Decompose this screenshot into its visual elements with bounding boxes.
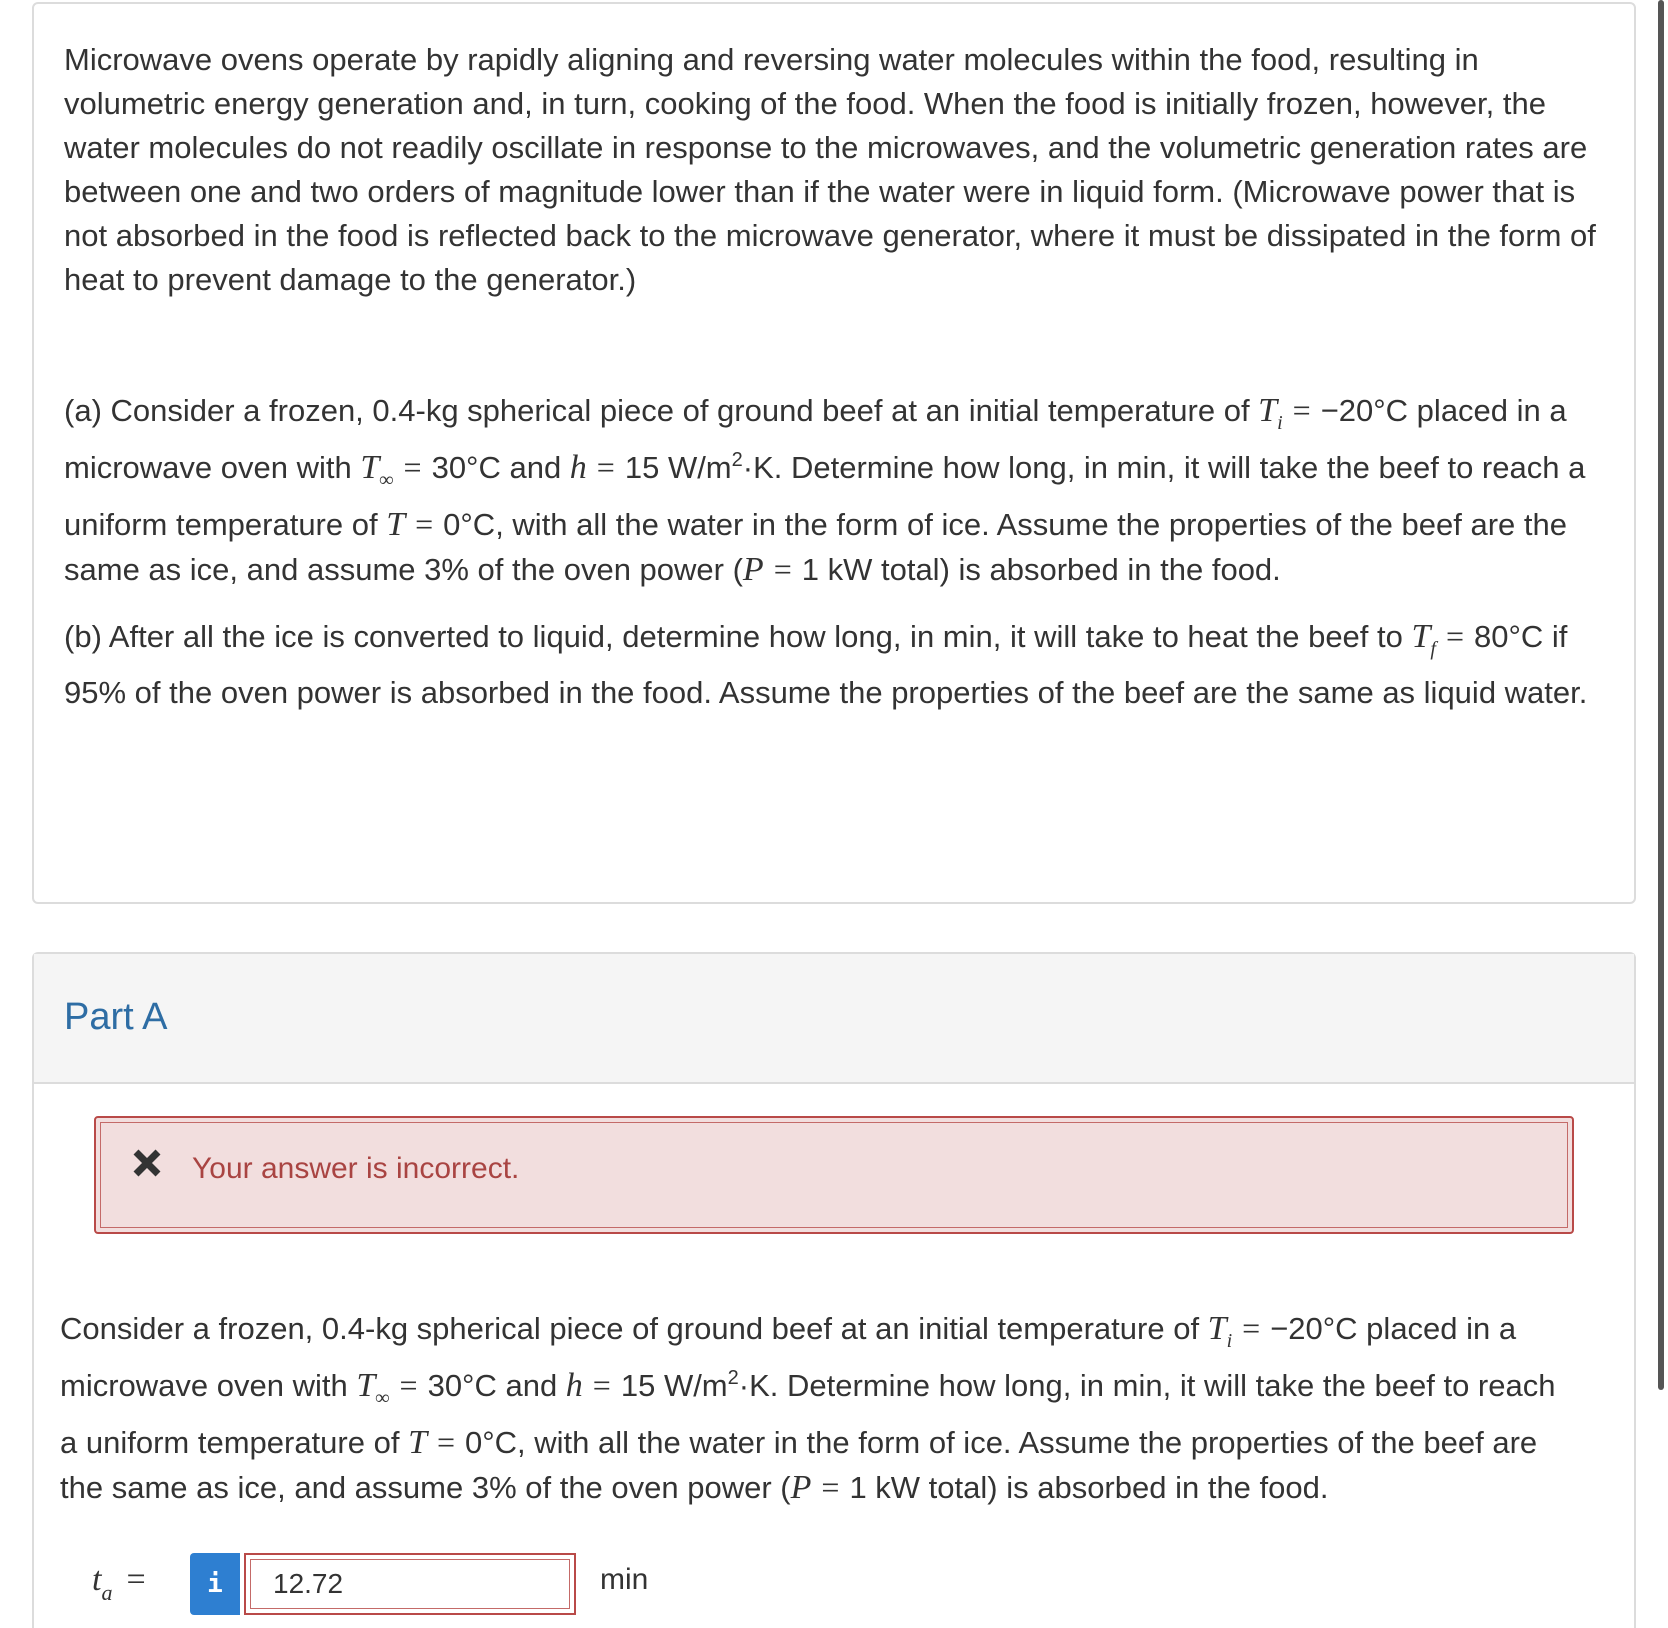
answer-variable-label: $t_a$ = — [92, 1561, 146, 1605]
info-icon[interactable]: i — [190, 1553, 240, 1615]
part-a-header — [34, 954, 1634, 1084]
incorrect-feedback-banner — [94, 1116, 1574, 1234]
problem-part-b-text: (b) After all the ice is converted to liquid, determine how long, in min, it will take to heat the beef to $T_f = 80^\circ C$ if 95% of the oven power is absorbed in the food. Assume the properties of the beef are the same as liquid water. — [64, 618, 1588, 710]
feedback-message: Your answer is incorrect. — [192, 1152, 520, 1185]
part-a-question-text: Consider a frozen, 0.4-kg spherical piece of ground beef at an initial temperature of $T_i = -20^\circ C$ placed in a microwave oven with $T_\infty = 30^\circ C$ and h = 15 $W/m^2\cdot K$. Determine how long, in min, it will take the beef to reach a uniform temperature of T = 0°C, with all the water in the form of ice. Assume the properties of the beef are the same as ice, and assume 3% of the oven power (P = 1 kW total) is absorbed in the food. — [60, 1310, 1556, 1506]
answer-input-frame — [244, 1553, 576, 1615]
answer-input[interactable] — [250, 1559, 570, 1609]
part-a-title: Part A — [64, 996, 168, 1038]
problem-statement-card — [32, 2, 1636, 904]
problem-intro: Microwave ovens operate by rapidly aligning and reversing water molecules within the food, resulting in volumetric energy generation and, in turn, cooking of the food. When the food is initially frozen, however, the water molecules do not readily oscillate in response to the microwaves, and the volumetric generation rates are between one and two orders of magnitude lower than if the water were in liquid form. (Microwave power that is not absorbed in the food is reflected back to the microwave generator, where it must be dissipated in the form of heat to prevent damage to the generator.) — [64, 42, 1596, 297]
part-a-card — [32, 952, 1636, 1628]
problem-part-a-text: (a) Consider a frozen, 0.4-kg spherical piece of ground beef at an initial temperature of $T_i = -20^\circ C$ placed in a microwave oven with $T_\infty = 30^\circ C$ and h = 15 $W/m^2\cdot K$. Determine how long, in min, it will take the beef to reach a uniform temperature of T = 0°C, with all the water in the form of ice. Assume the properties of the beef are the same as ice, and assume 3% of the oven power (P = 1 kW total) is absorbed in the food. — [64, 392, 1586, 588]
x-icon — [132, 1148, 162, 1178]
page-scrollbar[interactable] — [1658, 0, 1664, 1390]
answer-unit: min — [600, 1563, 649, 1596]
